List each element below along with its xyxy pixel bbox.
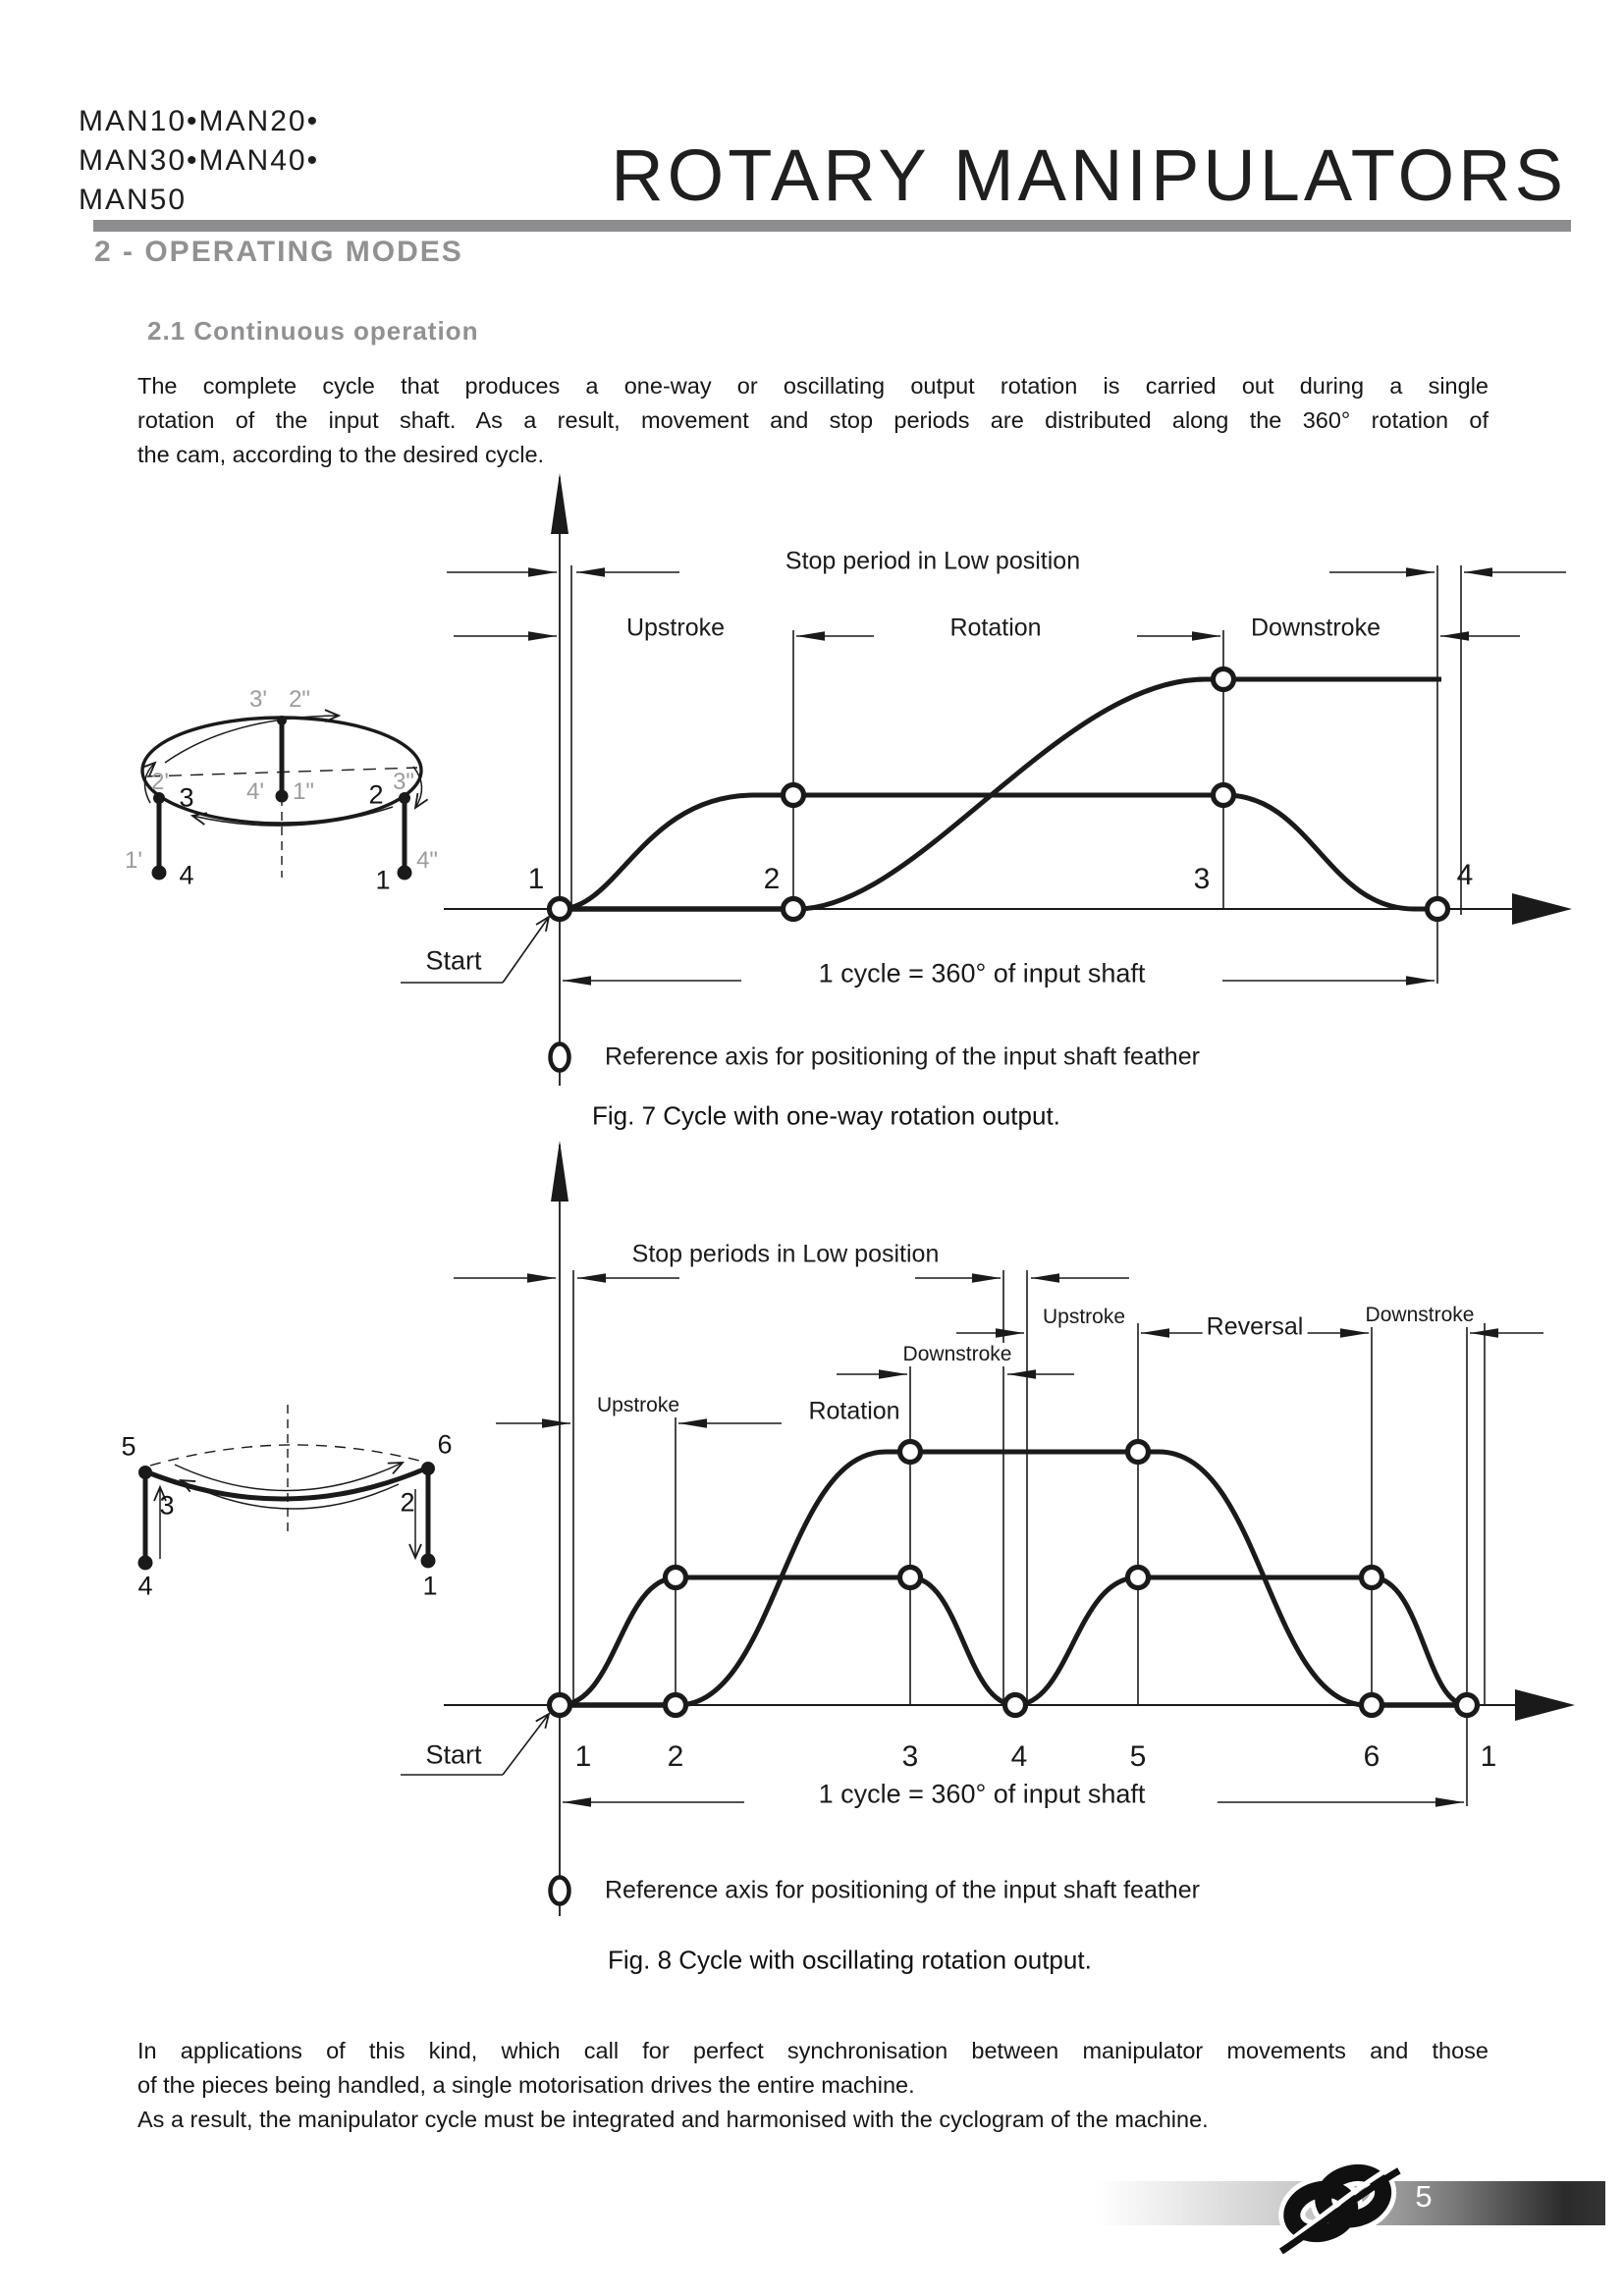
fig8-upstroke2-label: Upstroke [1039, 1306, 1129, 1329]
fig8-tick-6: 6 [1363, 1740, 1380, 1773]
product-codes-line2: MAN30•MAN40• [79, 144, 320, 177]
fig7-cam-label-3: 3 [179, 782, 194, 813]
closing-paragraph [137, 2034, 1489, 2137]
fig8-reversal-label: Reversal [1203, 1313, 1308, 1342]
product-codes-line1: MAN10•MAN20• [79, 105, 320, 137]
fig7-tick-2: 2 [763, 863, 781, 895]
intro-line1: The complete cycle that produces a one-way or oscillating output rotation is carried out during a single [137, 373, 1489, 399]
fig8-reference-axis-symbol [551, 1878, 569, 1904]
intro-line2: rotation of the input shaft. As a result, movement and stop periods are distributed along the 360° rotation of [137, 407, 1489, 433]
fig7-caption: Fig. 7 Cycle with one-way rotation output. [592, 1100, 1060, 1131]
fig7-start-label: Start [421, 946, 485, 977]
fig7-reference-label: Reference axis for positioning of the input shaft feather [605, 1042, 1200, 1071]
fig8-rotation-label: Rotation [804, 1398, 903, 1426]
fig8-stop-periods-label: Stop periods in Low position [628, 1241, 944, 1269]
company-logo-icon [1259, 2156, 1416, 2254]
fig8-tick-1-end: 1 [1480, 1740, 1497, 1773]
fig8-cam-label-6: 6 [437, 1429, 453, 1460]
fig8-motion-curves [560, 1452, 1469, 1705]
closing-line2: of the pieces being handled, a single motorisation drives the entire machine. [137, 2072, 915, 2098]
fig7-cycle-label: 1 cycle = 360° of input shaft [815, 959, 1150, 989]
fig7-reference-axis-symbol [551, 1044, 569, 1071]
fig7-tick-1: 1 [527, 863, 545, 895]
page-title: ROTARY MANIPULATORS [611, 134, 1567, 216]
fig7-x-axis-arrow [1512, 893, 1572, 925]
fig8-upstroke1-label: Upstroke [593, 1394, 683, 1417]
fig8-y-axis-arrow [551, 1141, 568, 1201]
figure-7 [0, 471, 1624, 1139]
fig7-cam-label-1prime: 1' [125, 847, 142, 874]
fig8-x-axis-arrow [1515, 1689, 1575, 1721]
fig7-cam-label-4doubleprime: 4" [416, 847, 438, 874]
fig8-cam-label-3: 3 [159, 1490, 175, 1521]
fig8-reference-label: Reference axis for positioning of the input shaft feather [605, 1876, 1200, 1904]
fig7-tick-3: 3 [1193, 863, 1211, 895]
fig7-cam-label-2: 2 [368, 779, 384, 810]
page-number: 5 [1415, 2179, 1433, 2214]
fig7-cam-label-4prime: 4' [246, 778, 264, 805]
fig8-cam-illustration [138, 1405, 435, 1570]
fig7-cam-label-2prime: 2' [151, 769, 169, 795]
closing-line1: In applications of this kind, which call for perfect synchronisation between manipulator movements and those [137, 2038, 1489, 2063]
fig7-cam-label-4: 4 [179, 860, 194, 890]
fig7-rotation-label: Rotation [946, 614, 1045, 643]
product-codes-line3: MAN50 [79, 184, 188, 216]
fig7-tick-4: 4 [1456, 859, 1474, 891]
intro-line3: the cam, according to the desired cycle. [137, 442, 545, 467]
fig8-cam-label-2: 2 [400, 1487, 415, 1518]
product-codes [79, 102, 319, 220]
fig7-y-axis-arrow [551, 473, 568, 534]
fig7-motion-curves [560, 679, 1441, 909]
fig8-tick-2: 2 [667, 1740, 684, 1773]
fig8-downstroke2-label: Downstroke [1362, 1304, 1479, 1327]
fig8-cam-label-4: 4 [137, 1571, 153, 1601]
fig7-upstroke-label: Upstroke [623, 614, 729, 643]
fig8-downstroke1-label: Downstroke [899, 1343, 1016, 1366]
fig8-cam-label-5: 5 [121, 1431, 136, 1462]
fig8-caption: Fig. 8 Cycle with oscillating rotation output. [608, 1945, 1092, 1975]
section-heading: 2 - OPERATING MODES [94, 236, 463, 268]
fig8-start-label: Start [421, 1740, 485, 1771]
closing-line3: As a result, the manipulator cycle must be integrated and harmonised with the cyclogram of the machine. [137, 2107, 1209, 2132]
fig7-cam-label-2doubleprime: 2" [289, 686, 310, 713]
fig7-downstroke-label: Downstroke [1247, 614, 1384, 643]
figure-8 [0, 1139, 1624, 2022]
fig8-extension-lines [573, 1270, 1485, 1806]
subsection-heading: 2.1 Continuous operation [147, 316, 479, 346]
fig7-stop-period-label: Stop period in Low position [782, 548, 1084, 576]
intro-paragraph [137, 369, 1489, 472]
fig8-tick-4: 4 [1010, 1740, 1028, 1773]
header-divider-bar [93, 220, 1571, 232]
fig8-tick-3: 3 [901, 1740, 919, 1773]
fig8-cycle-label: 1 cycle = 360° of input shaft [815, 1780, 1150, 1810]
fig7-cam-label-3prime: 3' [249, 686, 267, 713]
fig8-tick-5: 5 [1129, 1740, 1147, 1773]
fig7-cam-label-1: 1 [375, 865, 391, 895]
fig8-tick-1: 1 [574, 1740, 592, 1773]
fig7-cam-label-3doubleprime: 3" [393, 769, 414, 795]
fig8-cam-label-1: 1 [422, 1571, 438, 1601]
fig7-cam-label-1doubleprime: 1" [293, 778, 314, 805]
